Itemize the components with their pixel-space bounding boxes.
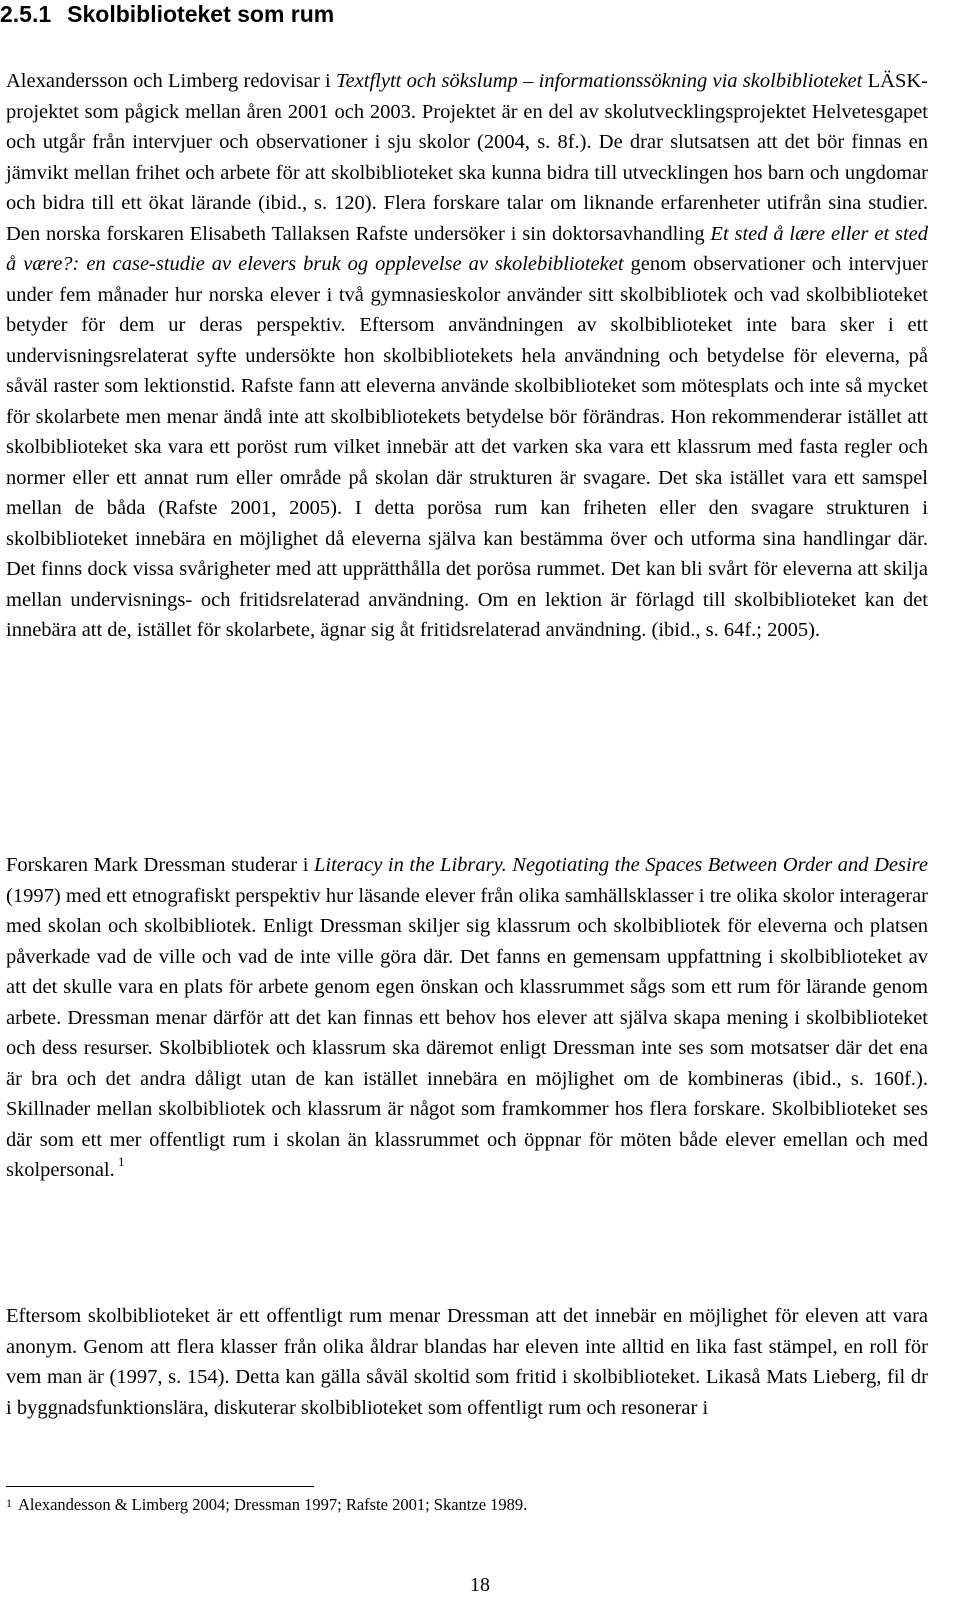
footnote-reference[interactable]: 1 <box>114 1154 125 1170</box>
footnote-text: Alexandesson & Limberg 2004; Dressman 1997; Rafste 2001; Skantze 1989. <box>18 1495 528 1514</box>
footnote-marker: 1 <box>6 1496 12 1510</box>
title-citation: Literacy in the Library. Negotiating the Spaces Between Order and Desire <box>314 854 928 876</box>
paragraph-text: genom observationer och intervjuer under fem månader hur norska elever i två gymnasieskolor använder sitt skolbibliotek och vad skolbiblioteket betyder för dem ur deras perspektiv. Eftersom användningen av skolbiblioteket inte bara sker i ett undervisningsrelaterat syfte undersökte hon skolbibliotekets hela användning och betydelse för eleverna, på såväl raster som lektionstid. Rafste fann att eleverna använde skolbiblioteket som mötesplats och inte så mycket för skolarbete men menar ändå inte att skolbibliotekets betydelse bör förändras. Hon rekommenderar istället att skolbiblioteket ska vara ett poröst rum vilket innebär att det varken ska vara ett klassrum med fasta regler och normer eller ett annat rum eller område på skolan där strukturen är svagare. Det ska istället vara ett samspel mellan de båda (Rafste 2001, 2005). I detta porösa rum kan friheten eller den svagare strukturen i skolbiblioteket innebära en möjlighet då eleverna själva kan bestämma över och utforma sina handlingar där. Det finns dock vissa svårigheter med att upprätthålla det porösa rummet. Det kan bli svårt för eleverna att skilja mellan undervisnings- och fritidsrelaterad användning. Om en lektion är förlagd till skolbiblioteket kan det innebära att de, istället för skolarbete, ägnar sig åt fritidsrelaterad användning. (ibid., s. 64f.; 2005). <box>6 253 929 641</box>
title-citation: Et sted å lære eller et sted å være?: en case-studie av elevers bruk og opplevelse av skolebiblioteket <box>6 222 929 275</box>
body-paragraph-3 <box>6 1301 928 1423</box>
section-number: 2.5.1 <box>0 1 52 27</box>
paragraph-text: Forskaren Mark Dressman studerar i <box>6 854 314 876</box>
paragraph-text: LÄSK- projektet som pågick mellan åren 2001 och 2003. Projektet är en del av skolutvecklingsprojektet Helvetesgapet och utgår från intervjuer och observationer i sju skolor (2004, s. 8f.). De drar slutsatsen att det bör finnas en jämvikt mellan frihet och arbete för att skolbiblioteket ska kunna bidra till utvecklingen hos barn och ungdomar och bidra till ett ökat lärande (ibid., s. 120). Flera forskare talar om liknande erfarenheter utifrån sina studier. Den norska forskaren Elisabeth Tallaksen Rafste undersöker i sin doktorsavhandling <box>6 70 929 245</box>
paragraph-text: Alexandersson och Limberg redovisar i <box>6 70 337 92</box>
footnote-separator <box>6 1486 314 1487</box>
body-paragraph-1 <box>6 66 928 646</box>
title-citation: Textflytt och sökslump – informationssökning via skolbiblioteket <box>336 70 863 92</box>
section-title: Skolbiblioteket som rum <box>67 1 335 27</box>
paragraph-text: (1997) med ett etnografiskt perspektiv hur läsande elever från olika samhällsklasser i tre olika skolor interagerar med skolan och skolbibliotek. Enligt Dressman skiljer sig klassrum och skolbibliotek för eleverna och platsen påverkade vad de ville och vad de inte ville göra där. Det fanns en gemensam uppfattning i skolbiblioteket av att det skulle vara en plats för arbete genom egen önskan och klassrummet sågs som ett rum för lärande genom arbete. Dressman menar därför att det kan finnas ett behov hos elever att själva skapa mening i skolbiblioteket och dess resurser. Skolbibliotek och klassrum ska däremot enligt Dressman inte ses som motsatser där det ena är bra och det andra dåligt utan de kan istället innebära en möjlighet om de kombineras (ibid., s. 160f.). Skillnader mellan skolbibliotek och klassrum är något som framkommer hos flera forskare. Skolbiblioteket ses där som ett mer offentligt rum i skolan än klassrummet och öppnar för möten både elever emellan och med skolpersonal. <box>6 884 928 1181</box>
footnote <box>6 1494 906 1516</box>
body-paragraph-2 <box>6 850 928 1186</box>
page-number: 18 <box>470 1574 490 1596</box>
paragraph-text: Eftersom skolbiblioteket är ett offentligt rum menar Dressman att det innebär en möjlighet för eleven att vara anonym. Genom att flera klasser från olika åldrar blandas har eleven inte alltid en lika fast stämpel, en roll för vem man är (1997, s. 154). Detta kan gälla såväl skoltid som fritid i skolbiblioteket. Likaså Mats Lieberg, fil dr i byggnadsfunktionslära, diskuterar skolbiblioteket som offentligt rum och resonerar i <box>6 1305 928 1419</box>
section-heading <box>0 0 334 28</box>
